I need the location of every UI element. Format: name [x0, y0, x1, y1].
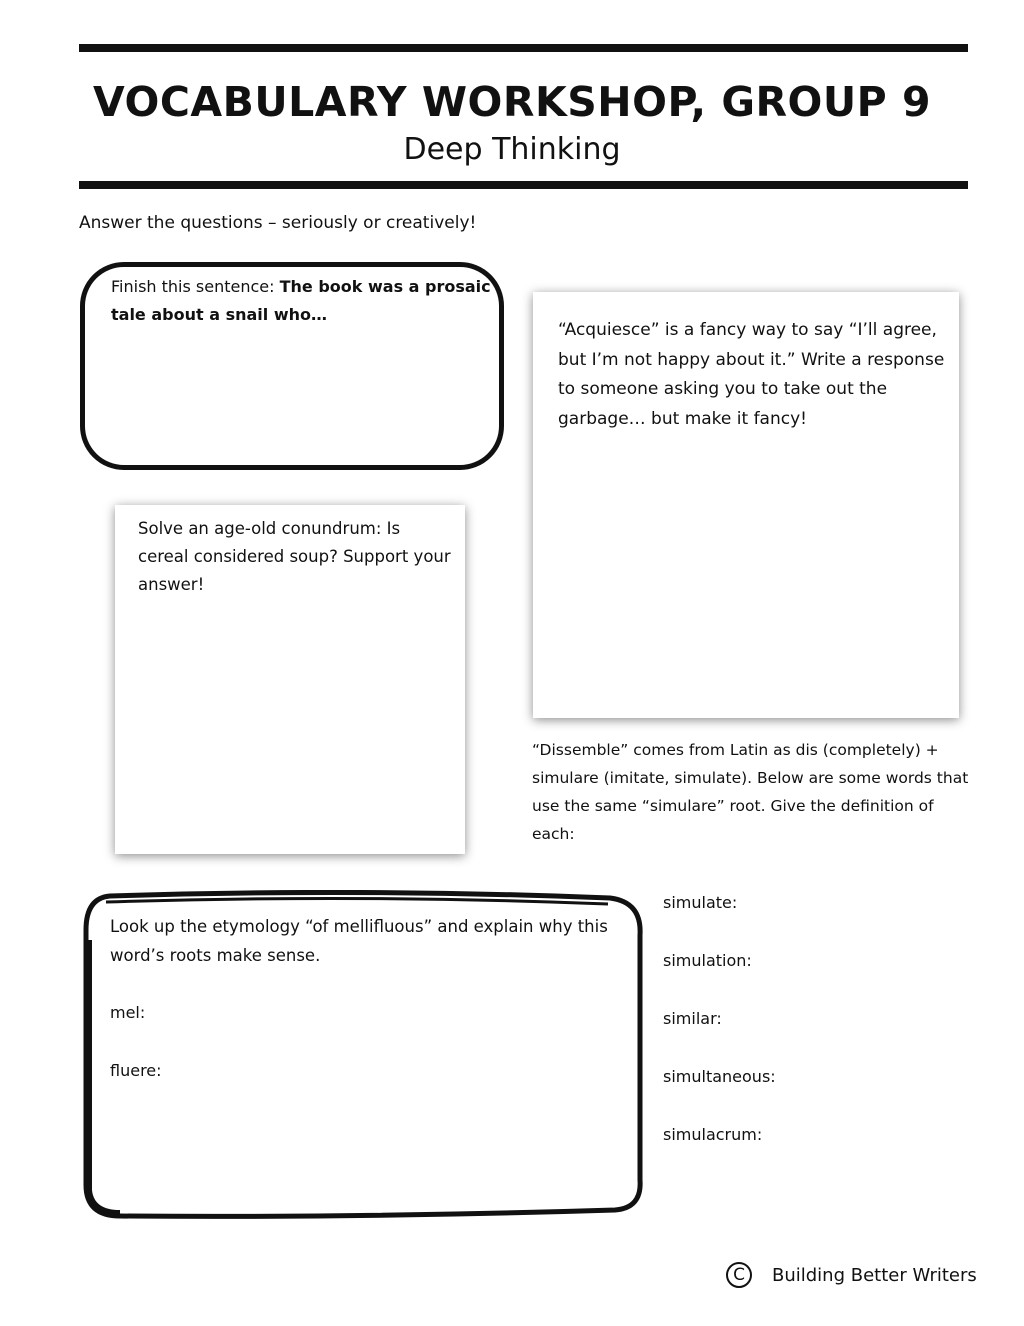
- footer-credit: Building Better Writers: [772, 1264, 977, 1286]
- fluere-label: fluere:: [110, 1061, 162, 1080]
- header-bottom-rule: [79, 181, 968, 189]
- word-simulacrum: simulacrum:: [663, 1125, 763, 1144]
- footer: [726, 1262, 977, 1288]
- mellifluous-question: Look up the etymology “of mellifluous” and explain why this word’s roots make sense.: [110, 917, 608, 965]
- header-top-rule: [79, 44, 968, 52]
- word-simulate: simulate:: [663, 893, 738, 912]
- copyright-icon: C: [726, 1262, 752, 1288]
- word-simultaneous: simultaneous:: [663, 1067, 776, 1086]
- dissemble-question: “Dissemble” comes from Latin as dis (completely) + simulare (imitate, simulate). Below are some words that use the same “simulare” root. Give the definition of each:: [532, 741, 969, 843]
- word-similar: similar:: [663, 1009, 722, 1028]
- mellifluous-answer-box[interactable]: [80, 890, 645, 1220]
- prosaic-question: [111, 273, 491, 329]
- acquiesce-question: “Acquiesce” is a fancy way to say “I’ll agree, but I’m not happy about it.” Write a response to someone asking you to take out the garbage… but make it fancy!: [558, 320, 945, 429]
- prosaic-question-bold: The book was a prosaic tale about a snail who…: [111, 277, 491, 324]
- word-simulation: simulation:: [663, 951, 752, 970]
- acquiesce-answer-box[interactable]: [533, 292, 959, 718]
- page-subtitle: Deep Thinking: [403, 132, 621, 167]
- cereal-question: Solve an age-old conundrum: Is cereal considered soup? Support your answer!: [138, 519, 451, 594]
- cereal-answer-box[interactable]: [115, 505, 465, 854]
- prosaic-answer-box[interactable]: [80, 262, 504, 470]
- mel-label: mel:: [110, 1003, 146, 1022]
- page-title: VOCABULARY WORKSHOP, GROUP 9: [92, 78, 932, 126]
- instructions-text: Answer the questions – seriously or creatively!: [79, 213, 477, 233]
- prosaic-question-lead: Finish this sentence:: [111, 277, 280, 296]
